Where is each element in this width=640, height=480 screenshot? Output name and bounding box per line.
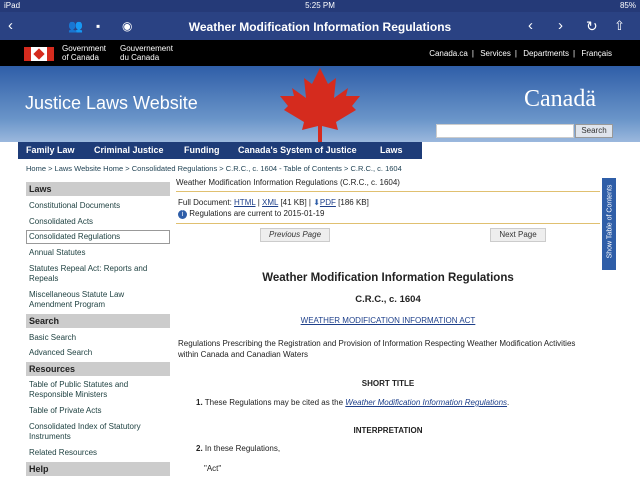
sidebar-item-constitutional[interactable]: Constitutional Documents <box>29 201 121 210</box>
maple-leaf-icon <box>276 66 364 142</box>
sidebar-item-public-statutes[interactable]: Table of Public Statutes and Responsible Ministers <box>29 380 129 399</box>
comment-icon[interactable]: ▪ <box>96 19 101 33</box>
refresh-icon[interactable]: ↻ <box>586 18 598 34</box>
status-bar <box>0 0 640 12</box>
share-icon[interactable]: ⇧ <box>614 18 625 33</box>
regulations-citation-link[interactable]: Weather Modification Information Regulations <box>345 398 508 407</box>
menu-funding[interactable]: Funding <box>184 145 220 155</box>
main-menu <box>18 142 422 159</box>
search-button[interactable]: Search <box>575 124 613 138</box>
clock: 5:25 PM <box>305 1 335 10</box>
sidebar-item-consolidated-regulations[interactable]: Consolidated Regulations <box>26 230 170 244</box>
download-icon: ⬇ <box>313 198 320 207</box>
link-francais[interactable]: Français <box>581 49 612 58</box>
sidebar-item-misc-statute[interactable]: Miscellaneous Statute Law Amendment Program <box>29 290 125 309</box>
breadcrumb[interactable]: Home > Laws Website Home > Consolidated Regulations > C.R.C., c. 1604 - Table of Contents > C.R.C., c. 1604 <box>26 164 402 173</box>
doc-heading: Weather Modification Information Regulations (C.R.C., c. 1604) <box>176 178 600 192</box>
canada-wordmark: Canadä <box>524 86 596 112</box>
info-icon: i <box>178 210 187 219</box>
government-bar <box>0 40 640 66</box>
long-title: Regulations Prescribing the Registration and Provision of Information Respecting Weather Modification Activities within Canada and Canadian Waters <box>178 339 576 359</box>
act-link[interactable]: WEATHER MODIFICATION INFORMATION ACT <box>300 316 476 325</box>
back-chevron-icon[interactable]: ‹ <box>8 17 13 34</box>
gov-name-en: Government of Canada <box>62 44 107 62</box>
prev-chevron-icon[interactable]: ‹ <box>528 17 533 34</box>
search-input[interactable] <box>436 124 574 138</box>
show-toc-tab[interactable]: Show Table of Contents <box>602 178 616 270</box>
sidebar-item-statutes-repeal[interactable]: Statutes Repeal Act: Reports and Repeals <box>29 264 148 283</box>
next-page-button[interactable]: Next Page <box>490 228 546 242</box>
sidebar-heading-laws: Laws <box>26 182 170 196</box>
link-canada-ca[interactable]: Canada.ca <box>429 49 468 58</box>
battery-level: 85% <box>619 1 636 10</box>
divider <box>176 223 600 224</box>
link-departments[interactable]: Departments <box>523 49 569 58</box>
enabling-act <box>176 316 600 325</box>
previous-page-button[interactable]: Previous Page <box>260 228 330 242</box>
gov-links: Canada.ca | Services | Departments | Français <box>429 49 612 58</box>
browser-nav-bar <box>0 12 640 40</box>
next-chevron-icon[interactable]: › <box>558 17 563 34</box>
people-icon[interactable]: 👥 <box>68 19 83 33</box>
xml-link[interactable]: XML <box>262 198 279 207</box>
device-label: iPad <box>4 1 21 10</box>
globe-icon[interactable]: ◉ <box>122 19 133 33</box>
link-services[interactable]: Services <box>480 49 511 58</box>
full-document-row: Full Document: HTML | XML [41 KB] | ⬇PDF [186 KB] <box>178 198 369 207</box>
section-2: 2. In these Regulations, <box>196 444 281 453</box>
sidebar-item-basic-search[interactable]: Basic Search <box>29 333 77 342</box>
sidebar-heading-resources: Resources <box>26 362 170 376</box>
regulation-title: Weather Modification Information Regulations <box>262 272 514 284</box>
menu-family-law[interactable]: Family Law <box>26 145 75 155</box>
section-1: 1. These Regulations may be cited as the Weather Modification Information Regulations. <box>196 398 510 407</box>
regulation-citation: C.R.C., c. 1604 <box>355 294 421 305</box>
sidebar-item-private-acts[interactable]: Table of Private Acts <box>29 406 102 415</box>
sidebar-item-related-resources[interactable]: Related Resources <box>29 448 98 457</box>
currency-note: i Regulations are current to 2015-01-19 <box>178 209 324 219</box>
html-link[interactable]: HTML <box>234 198 256 207</box>
canada-flag-icon <box>24 47 54 61</box>
site-name[interactable]: Justice Laws Website <box>25 93 198 113</box>
menu-criminal-justice[interactable]: Criminal Justice <box>94 145 164 155</box>
sidebar-item-annual-statutes[interactable]: Annual Statutes <box>29 248 86 257</box>
act-definition: "Act" <box>204 464 222 473</box>
page-title: Weather Modification Information Regulations <box>188 20 452 34</box>
sidebar-heading-help: Help <box>26 462 170 476</box>
sidebar-item-advanced-search[interactable]: Advanced Search <box>29 348 93 357</box>
interpretation-heading: INTERPRETATION <box>353 426 423 435</box>
sidebar-item-consolidated-index[interactable]: Consolidated Index of Statutory Instruments <box>29 422 141 441</box>
gov-name-fr: Gouvernement du Canada <box>120 44 173 62</box>
short-title-heading: SHORT TITLE <box>361 379 415 388</box>
pdf-link[interactable]: PDF <box>319 198 336 207</box>
menu-system-of-justice[interactable]: Canada's System of Justice <box>238 145 357 155</box>
menu-laws[interactable]: Laws <box>380 145 403 155</box>
sidebar-item-consolidated-acts[interactable]: Consolidated Acts <box>29 217 94 226</box>
sidebar-heading-search: Search <box>26 314 170 328</box>
